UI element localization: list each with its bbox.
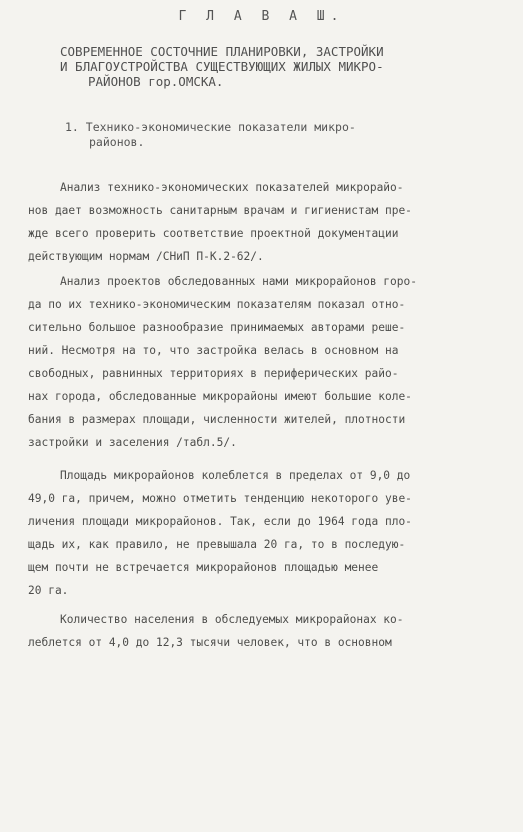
- text-line: щадь их, как правило, не превышала 20 га, то в последую-: [28, 538, 406, 551]
- text-line: сительно большое разнообразие принимаемых авторами реше-: [28, 321, 406, 334]
- text-line: жде всего проверить соответствие проектной документации: [28, 227, 399, 240]
- text-line: Площадь микрорайонов колеблется в пределах от 9,0 до: [60, 469, 411, 482]
- text-line: застройки и заселения /табл.5/.: [28, 436, 237, 449]
- section-heading-line: 1. Технико-экономические показатели микро-: [65, 120, 356, 134]
- section-heading-line: районов.: [89, 135, 145, 149]
- paragraph-4: [28, 608, 498, 654]
- section-heading: [65, 120, 445, 150]
- text-line: свободных, равнинных территориях в периферических райо-: [28, 367, 399, 380]
- text-line: бания в размерах площади, численности жителей, плотности: [28, 413, 406, 426]
- text-line: леблется от 4,0 до 12,3 тысячи человек, что в основном: [28, 636, 392, 649]
- text-line: нов дает возможность санитарным врачам и гигиенистам пре-: [28, 204, 412, 217]
- text-line: личения площади микрорайонов. Так, если до 1964 года пло-: [28, 515, 412, 528]
- text-line: да по их технико-экономическим показателям показал отно-: [28, 298, 406, 311]
- text-line: нах города, обследованные микрорайоны имеют большие коле-: [28, 390, 412, 403]
- chapter-title-line: И БЛАГОУСТРОЙСТВА СУЩЕСТВУЮЩИХ ЖИЛЫХ МИКРО-: [60, 59, 384, 74]
- text-line: Количество населения в обследуемых микрорайонах ко-: [60, 613, 404, 626]
- paragraph-3: [28, 464, 498, 602]
- text-line: Анализ проектов обследованных нами микрорайонов горо-: [60, 275, 417, 288]
- chapter-title: [60, 44, 460, 89]
- paragraph-2: [28, 270, 498, 454]
- text-line: 20 га.: [28, 584, 69, 597]
- text-line: действующим нормам /СНиП П-К.2-62/.: [28, 250, 264, 263]
- text-line: Анализ технико-экономических показателей микрорайо-: [60, 181, 404, 194]
- paragraph-1: [28, 176, 498, 268]
- text-line: щем почти не встречается микрорайонов площадью менее: [28, 561, 379, 574]
- text-line: 49,0 га, причем, можно отметить тенденцию некоторого уве-: [28, 492, 412, 505]
- text-line: ний. Несмотря на то, что застройка велась в основном на: [28, 344, 399, 357]
- chapter-title-line: СОВРЕМЕННОЕ СОСТОЧНИЕ ПЛАНИРОВКИ, ЗАСТРОЙКИ: [60, 44, 384, 59]
- chapter-heading: Г Л А В А Ш.: [178, 9, 345, 24]
- chapter-title-line: РАЙОНОВ гор.ОМСКА.: [88, 74, 224, 89]
